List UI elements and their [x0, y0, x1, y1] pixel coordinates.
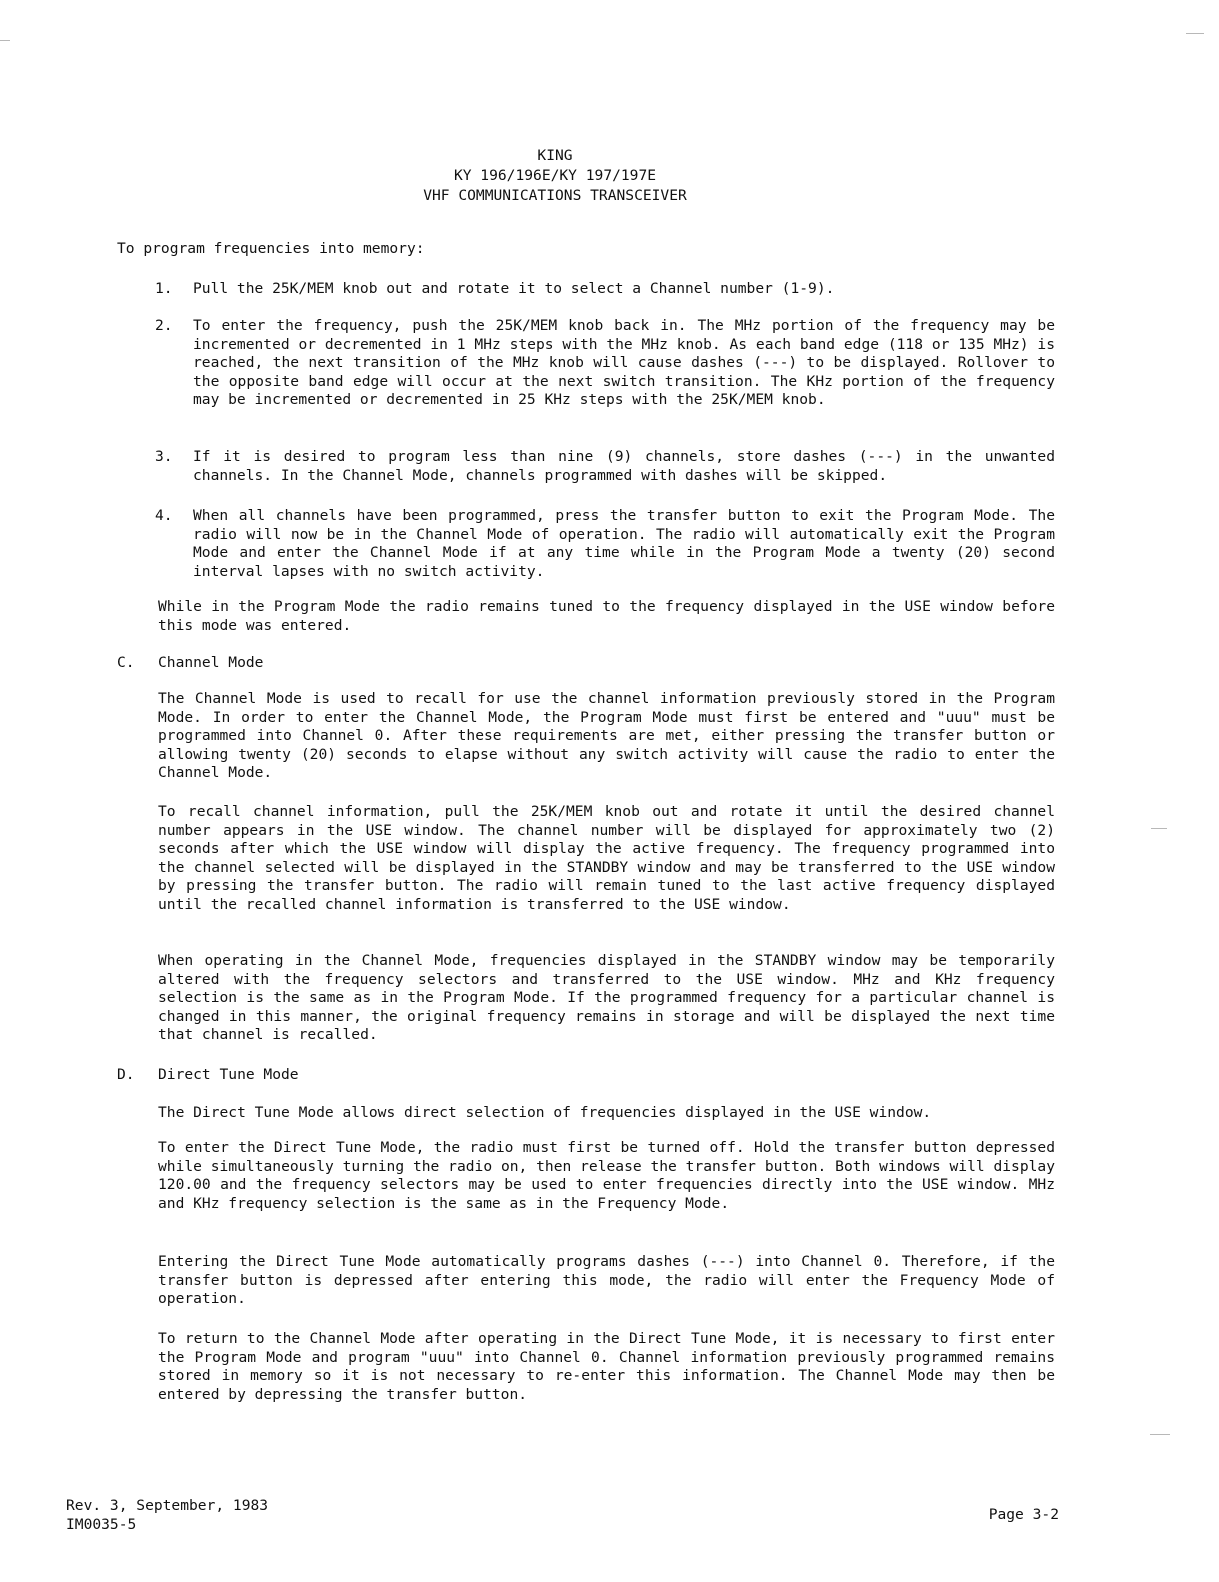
- step-text: When all channels have been programmed, press the transfer button to exit the Program Mode. The radio will now be in the Channel Mode of operation. The radio will automatically exit the Program Mode and enter the Channel Mode if at any time while in the Program Mode a twenty (20) second interval lapses with no switch activity.: [193, 507, 1055, 580]
- paragraph: Entering the Direct Tune Mode automatically programs dashes (---) into Channel 0. Therefore, if the transfer button is depressed after entering this mode, the radio will enter the Frequency Mode of operation.: [158, 1253, 1055, 1308]
- step-text: If it is desired to program less than nine (9) channels, store dashes (---) in the unwanted channels. In the Channel Mode, channels programmed with dashes will be skipped.: [193, 448, 1055, 484]
- model-numbers: KY 196/196E/KY 197/197E: [453, 167, 657, 184]
- document-header: [0, 146, 1110, 206]
- step-item: [155, 317, 1055, 410]
- paragraph: To return to the Channel Mode after operating in the Direct Tune Mode, it is necessary to first enter the Program Mode and program "uuu" into Channel 0. Channel information previously programmed remains stored in memory so it is not necessary to re-enter this information. The Channel Mode may then be entered by depressing the transfer button.: [158, 1330, 1055, 1403]
- step-number: 3.: [155, 448, 173, 465]
- footer-revision-block: [66, 1496, 268, 1534]
- page-number: Page 3-2: [988, 1506, 1059, 1523]
- intro-line: To program frequencies into memory:: [117, 240, 425, 257]
- step-number: 2.: [155, 317, 173, 334]
- step-text: To enter the frequency, push the 25K/MEM knob back in. The MHz portion of the frequency may be incremented or decremented in 1 MHz steps with the MHz knob. As each band edge (118 or 135 MHz) is reached, the next transition of the MHz knob will cause dashes (---) to be displayed. Rollover to the opposite band edge will occur at the next switch transition. The KHz portion of the frequency may be incremented or decremented in 25 KHz steps with the 25K/MEM knob.: [193, 317, 1055, 409]
- program-mode-note: While in the Program Mode the radio remains tuned to the frequency displayed in the USE window before this mode was entered.: [158, 598, 1055, 634]
- section-title: Direct Tune Mode: [158, 1066, 299, 1083]
- section-title: Channel Mode: [158, 654, 264, 671]
- paragraph: To enter the Direct Tune Mode, the radio must first be turned off. Hold the transfer button depressed while simultaneously turning the radio on, then release the transfer button. Both windows will display 120.00 and the frequency selectors may be used to enter frequencies directly into the USE window. MHz and KHz frequency selection is the same as in the Frequency Mode.: [158, 1139, 1055, 1212]
- scan-mark: [0, 40, 10, 41]
- scan-mark: [1186, 33, 1204, 34]
- step-item: [155, 280, 1055, 299]
- document-title: VHF COMMUNICATIONS TRANSCEIVER: [423, 187, 687, 204]
- step-text: Pull the 25K/MEM knob out and rotate it to select a Channel number (1-9).: [193, 280, 835, 297]
- paragraph: To recall channel information, pull the 25K/MEM knob out and rotate it until the desired channel number appears in the USE window. The channel number will be displayed for approximately two (2) seconds after which the USE window will display the active frequency. The frequency programmed into the channel selected will be displayed in the STANDBY window and may be transferred to the USE window by pressing the transfer button. The radio will remain tuned to the last active frequency displayed until the recalled channel information is transferred to the USE window.: [158, 803, 1055, 913]
- paragraph: When operating in the Channel Mode, frequencies displayed in the STANDBY window may be temporarily altered with the frequency selectors and transferred to the USE window. MHz and KHz frequency selection is the same as in the Program Mode. If the programmed frequency for a particular channel is changed in this manner, the original frequency remains in storage and will be displayed the next time that channel is recalled.: [158, 952, 1055, 1044]
- paragraph: The Direct Tune Mode allows direct selection of frequencies displayed in the USE window.: [158, 1104, 932, 1121]
- scan-mark: [1150, 1434, 1170, 1435]
- section-c-heading: [117, 654, 717, 673]
- brand-name: KING: [537, 147, 573, 164]
- paragraph: The Channel Mode is used to recall for use the channel information previously stored in the Program Mode. In order to enter the Channel Mode, the Program Mode must first be entered and "uuu" must be programmed into Channel 0. After these requirements are met, either pressing the transfer button or allowing twenty (20) seconds to elapse without any switch activity will cause the radio to enter the Channel Mode.: [158, 690, 1055, 782]
- revision-date: Rev. 3, September, 1983: [66, 1497, 269, 1514]
- step-number: 1.: [155, 280, 173, 297]
- section-letter: C.: [117, 654, 135, 671]
- step-item: [155, 448, 1055, 485]
- document-number: IM0035-5: [66, 1516, 137, 1533]
- section-d-heading: [117, 1066, 717, 1085]
- section-letter: D.: [117, 1066, 135, 1083]
- step-number: 4.: [155, 507, 173, 524]
- step-item: [155, 507, 1055, 581]
- scan-mark: [1151, 828, 1167, 829]
